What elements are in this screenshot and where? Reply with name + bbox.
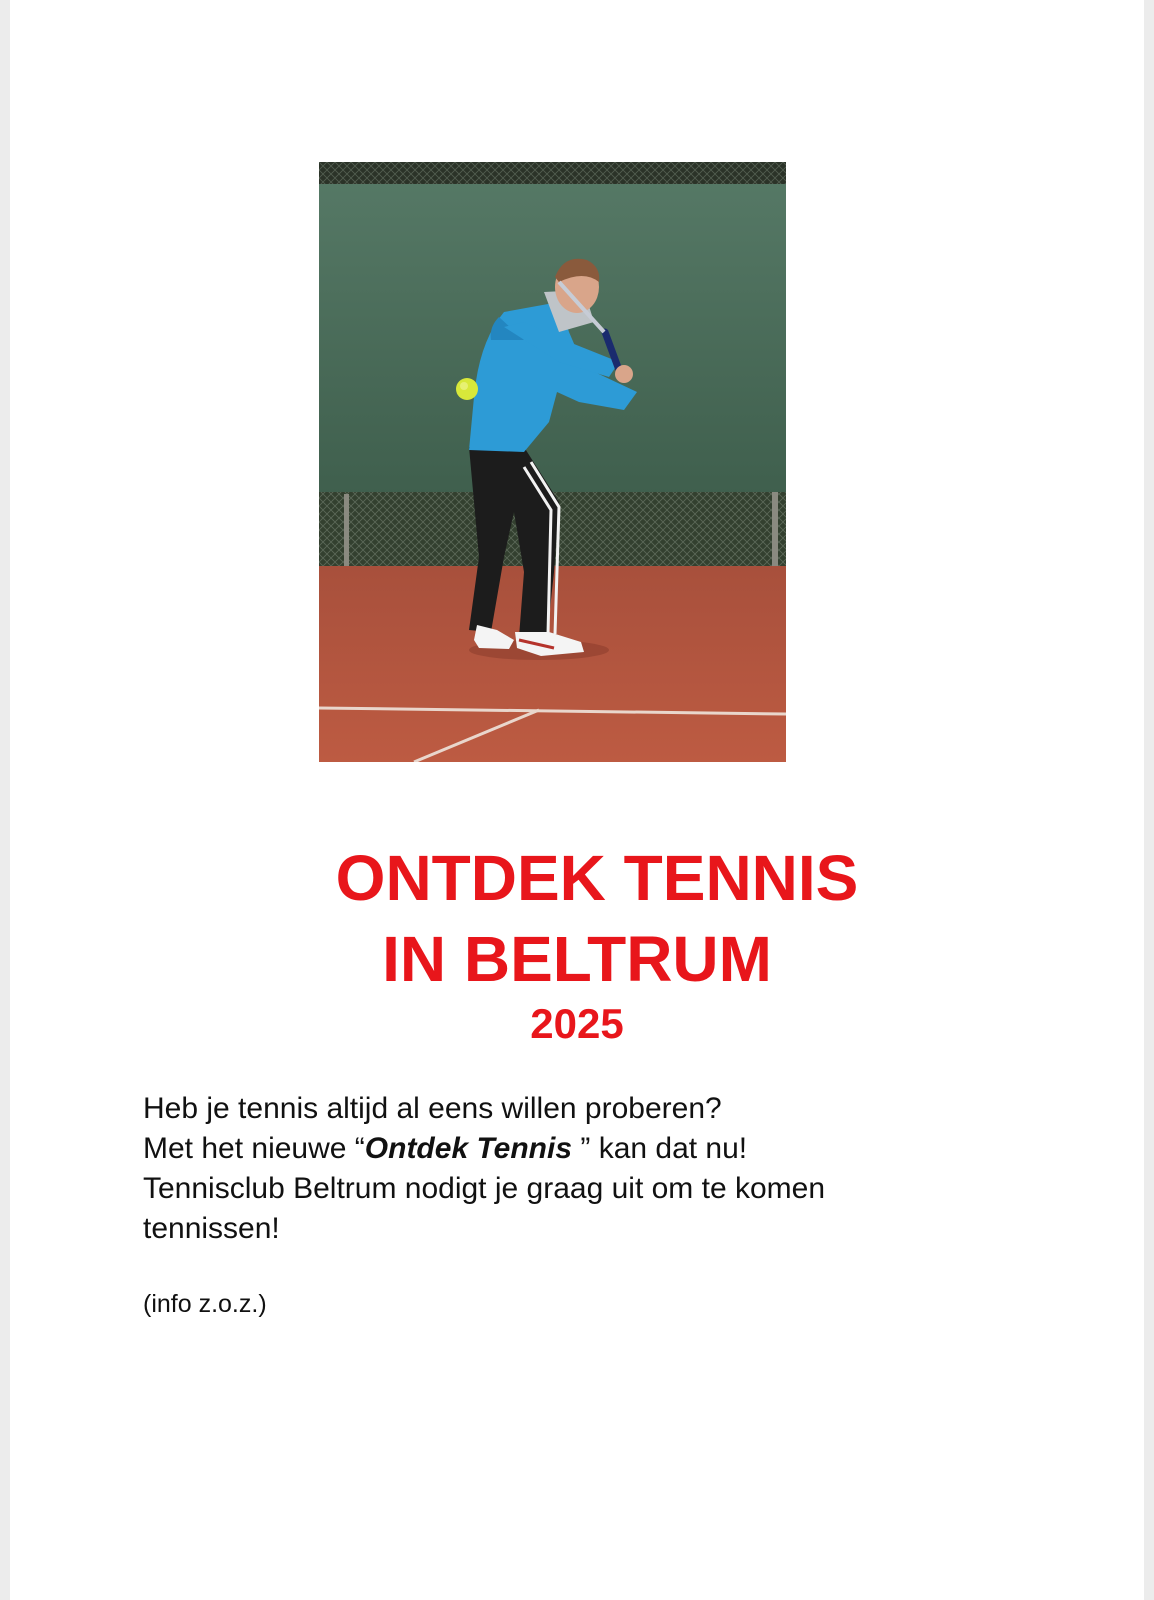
title-line-2: IN BELTRUM [382,923,772,995]
intro-line-1: Heb je tennis altijd al eens willen proberen? [143,1092,722,1125]
intro-line-2-before: Met het nieuwe “ [143,1132,365,1165]
title-year: 2025 [530,1000,624,1047]
ontdek-tennis-emphasis: Ontdek Tennis [364,1132,573,1165]
info-note: (info z.o.z.) [143,1290,267,1318]
intro-paragraph [143,1089,1043,1249]
flyer-page [10,0,1144,1600]
intro-line-4: tennissen! [143,1212,280,1245]
intro-line-2 [143,1129,1043,1169]
intro-line-3: Tennisclub Beltrum nodigt je graag uit om te komen [143,1172,826,1205]
title-line-1: ONTDEK TENNIS [335,842,859,914]
tennis-player-photo [319,162,786,762]
intro-line-2-after: ” kan dat nu! [572,1132,748,1165]
